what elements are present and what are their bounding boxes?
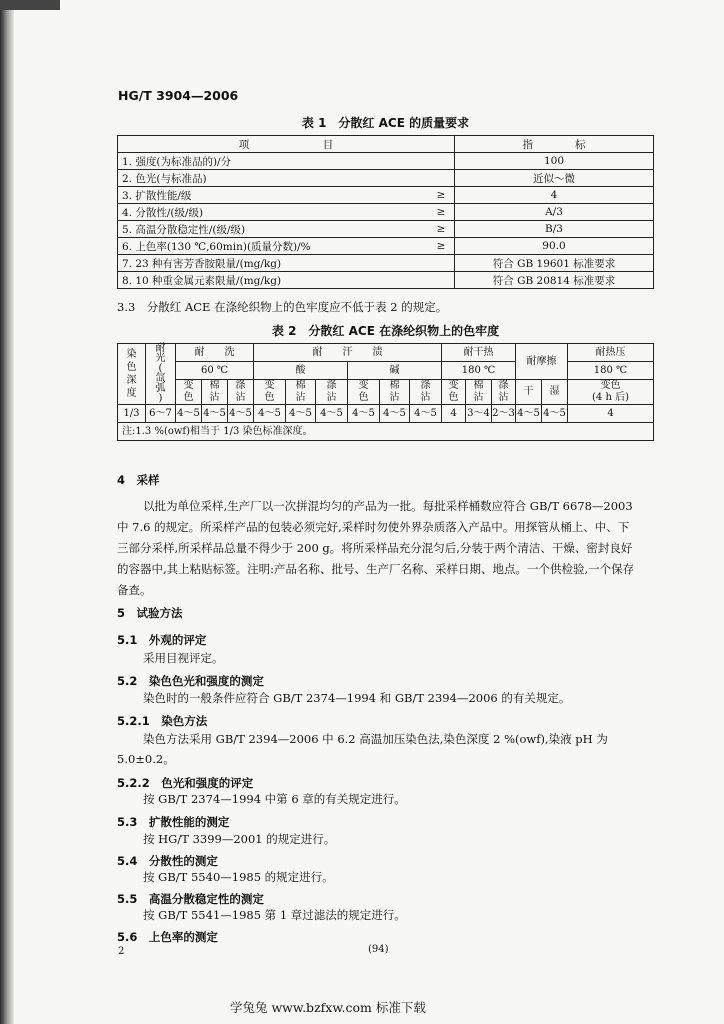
section-5-1-body: 采用目视评定。	[143, 651, 224, 665]
paragraph-line: 的容器中,其上粘贴标签。注明:产品名称、批号、生产厂名称、采样日期、地点。一个供检验,一个保存	[117, 562, 635, 576]
paragraph-line: 备查。	[117, 583, 152, 597]
head-sweat: 耐 汗 渍	[254, 344, 442, 362]
sub-cotton: 棉 沾	[380, 380, 410, 405]
section-5-2-body: 染色时的一般条件应符合 GB/T 2374—1994 和 GB/T 2394—2006 的有关规定。	[143, 691, 571, 705]
table1-head-index: 指 标	[455, 136, 654, 153]
value-cell: 2～3	[492, 405, 516, 423]
table2-value-row	[118, 405, 654, 423]
ge-cell	[428, 255, 455, 272]
section-5-title: 5 试验方法	[117, 606, 183, 620]
scan-corner	[0, 0, 60, 10]
scan-edge	[0, 0, 14, 1024]
table1-head-item: 项 目	[118, 136, 455, 153]
item-cell: 1. 强度(为标准品的)/分	[118, 153, 429, 170]
value-cell: 4	[442, 405, 466, 423]
value-cell: 6～7	[146, 405, 176, 423]
head-dry-heat: 耐干热	[442, 344, 516, 362]
table-row	[118, 204, 654, 221]
head-light-char: 耐	[155, 343, 166, 354]
value-cell: 4～5	[176, 405, 202, 423]
section-5-2-2-title: 5.2.2 色光和强度的评定	[117, 776, 254, 790]
ge-cell: ≥	[428, 187, 455, 204]
sub-rub-wet: 湿	[542, 380, 568, 405]
section-5-3-title: 5.3 扩散性能的测定	[117, 815, 230, 829]
head-alkali: 碱	[348, 362, 442, 380]
value-cell: 4～5	[542, 405, 568, 423]
head-light-char: )	[158, 393, 163, 404]
value-cell: 4	[568, 405, 654, 423]
head-light-char: (	[158, 363, 163, 374]
ge-cell	[428, 170, 455, 187]
head-light-char: 弧	[155, 383, 166, 394]
item-cell: 6. 上色率(130 ℃,60min)(质量分数)/%	[118, 238, 429, 255]
value-cell: 4～5	[202, 405, 228, 423]
value-cell: 4～5	[286, 405, 316, 423]
table-row	[118, 153, 654, 170]
section-5-2-1-body-2: 5.0±0.2。	[117, 752, 175, 766]
value-cell: 符合 GB 20814 标准要求	[455, 272, 654, 289]
sub-polyester: 涤 沾	[228, 380, 254, 405]
value-cell: 3～4	[466, 405, 492, 423]
value-cell: 4～5	[516, 405, 542, 423]
value-cell: 100	[455, 153, 654, 170]
ge-cell: ≥	[428, 238, 455, 255]
ge-cell	[428, 153, 455, 170]
paragraph-line: 中 7.6 的规定。所采样产品的包装必须完好,采样时勿使外界杂质落入产品中。用探管从桶上、中、下	[117, 520, 630, 534]
value-cell: 4～5	[410, 405, 442, 423]
table-row	[118, 272, 654, 289]
item-cell: 3. 扩散性能/级	[118, 187, 429, 204]
item-cell: 7. 23 种有害芳香胺限量/(mg/kg)	[118, 255, 429, 272]
table2-note: 注:1.3 %(owf)相当于 1/3 染色标准深度。	[118, 423, 654, 441]
sub-rub-dry: 干	[516, 380, 542, 405]
sub-cotton: 棉 沾	[286, 380, 316, 405]
section-5-2-title: 5.2 染色色光和强度的测定	[117, 674, 264, 688]
value-cell: 4～5	[348, 405, 380, 423]
value-cell: 4	[455, 187, 654, 204]
head-hot-press-temp: 180 ℃	[568, 362, 654, 380]
head-wash: 耐 洗	[176, 344, 254, 362]
watermark-footer: 学兔兔 www.bzfxw.com 标准下载	[230, 1000, 426, 1015]
table2-header-row-1	[118, 344, 654, 362]
head-rub: 耐摩擦	[516, 344, 568, 380]
head-depth	[118, 344, 146, 405]
sub-cotton: 棉 沾	[202, 380, 228, 405]
head-acid: 酸	[254, 362, 348, 380]
page-number: 2	[118, 946, 125, 957]
value-cell: 90.0	[455, 238, 654, 255]
sub-change: 变 色	[254, 380, 286, 405]
head-hot-press: 耐热压	[568, 344, 654, 362]
value-cell: A/3	[455, 204, 654, 221]
head-depth-char: 度	[126, 388, 137, 399]
print-page-number: (94)	[368, 944, 389, 955]
section-5-4-title: 5.4 分散性的测定	[117, 854, 218, 868]
head-wash-temp: 60 ℃	[176, 362, 254, 380]
sub-change: 变 色	[176, 380, 202, 405]
item-cell: 4. 分散性/(级/级)	[118, 204, 429, 221]
table1	[117, 135, 654, 289]
table-row	[118, 255, 654, 272]
ge-cell	[428, 272, 455, 289]
value-cell: 1/3	[118, 405, 146, 423]
item-cell: 5. 高温分散稳定性/(级/级)	[118, 221, 429, 238]
paragraph-line: 三部分采样,所采样品总量不得少于 200 g。将所采样品充分混匀后,分装于两个清洁、干燥、密封良好	[117, 541, 633, 555]
sub-cotton: 棉 沾	[466, 380, 492, 405]
paragraph-line: 以批为单位采样,生产厂以一次拼混均匀的产品为一批。每批采样桶数应符合 GB/T 6678—2003	[143, 499, 633, 513]
table2-note-row	[118, 423, 654, 441]
sub-change: 变 色	[348, 380, 380, 405]
table2	[117, 343, 654, 441]
sub-press: 变色 (4 h 后)	[568, 380, 654, 405]
table-row	[118, 221, 654, 238]
section-5-5-title: 5.5 高温分散稳定性的测定	[117, 892, 264, 906]
value-cell: 符合 GB 19601 标准要求	[455, 255, 654, 272]
section-5-5-body: 按 GB/T 5541—1985 第 1 章过滤法的规定进行。	[143, 908, 406, 922]
value-cell: 4～5	[380, 405, 410, 423]
sub-polyester: 涤 沾	[410, 380, 442, 405]
head-light-char: 氙	[155, 373, 166, 384]
sub-polyester: 涤 沾	[492, 380, 516, 405]
table1-header-row	[118, 136, 654, 153]
value-cell: 4～5	[228, 405, 254, 423]
section-5-4-body: 按 GB/T 5540—1985 的规定进行。	[143, 870, 334, 884]
head-depth-char: 染	[126, 349, 137, 360]
standard-number: HG/T 3904—2006	[118, 88, 239, 103]
head-light	[146, 344, 176, 405]
table1-caption: 表 1 分散红 ACE 的质量要求	[301, 116, 470, 130]
item-cell: 8. 10 种重金属元素限量/(mg/kg)	[118, 272, 429, 289]
head-depth-char: 色	[126, 362, 137, 373]
head-depth-char: 深	[126, 375, 137, 386]
table-row	[118, 238, 654, 255]
value-cell: B/3	[455, 221, 654, 238]
table2-header-row-3	[118, 380, 654, 405]
value-cell: 4～5	[254, 405, 286, 423]
value-cell: 近似～微	[455, 170, 654, 187]
section-5-6-title: 5.6 上色率的测定	[117, 930, 218, 944]
sub-polyester: 涤 沾	[316, 380, 348, 405]
head-light-char: 光	[155, 353, 166, 364]
section-4-body	[117, 496, 657, 601]
ge-cell: ≥	[428, 221, 455, 238]
section-5-2-2-body: 按 GB/T 2374—1994 中第 6 章的有关规定进行。	[143, 792, 406, 806]
section-5-1-title: 5.1 外观的评定	[117, 633, 207, 647]
item-cell: 2. 色光(与标准品)	[118, 170, 429, 187]
section-3-3: 3.3 分散红 ACE 在涤纶织物上的色牢度应不低于表 2 的规定。	[117, 300, 448, 314]
section-5-3-body: 按 HG/T 3399—2001 的规定进行。	[143, 832, 336, 846]
sub-change: 变 色	[442, 380, 466, 405]
value-cell: 4～5	[316, 405, 348, 423]
section-4-title: 4 采样	[117, 473, 160, 487]
section-5-2-1-body-1: 染色方法采用 GB/T 2394—2006 中 6.2 高温加压染色法,染色深度 2 %(owf),染液 pH 为	[143, 732, 608, 746]
table-row	[118, 170, 654, 187]
ge-cell: ≥	[428, 204, 455, 221]
table-row	[118, 187, 654, 204]
table2-header-row-2	[118, 362, 654, 380]
head-dry-heat-temp: 180 ℃	[442, 362, 516, 380]
section-5-2-1-title: 5.2.1 染色方法	[117, 714, 208, 728]
table2-caption: 表 2 分散红 ACE 在涤纶织物上的色牢度	[271, 324, 500, 338]
